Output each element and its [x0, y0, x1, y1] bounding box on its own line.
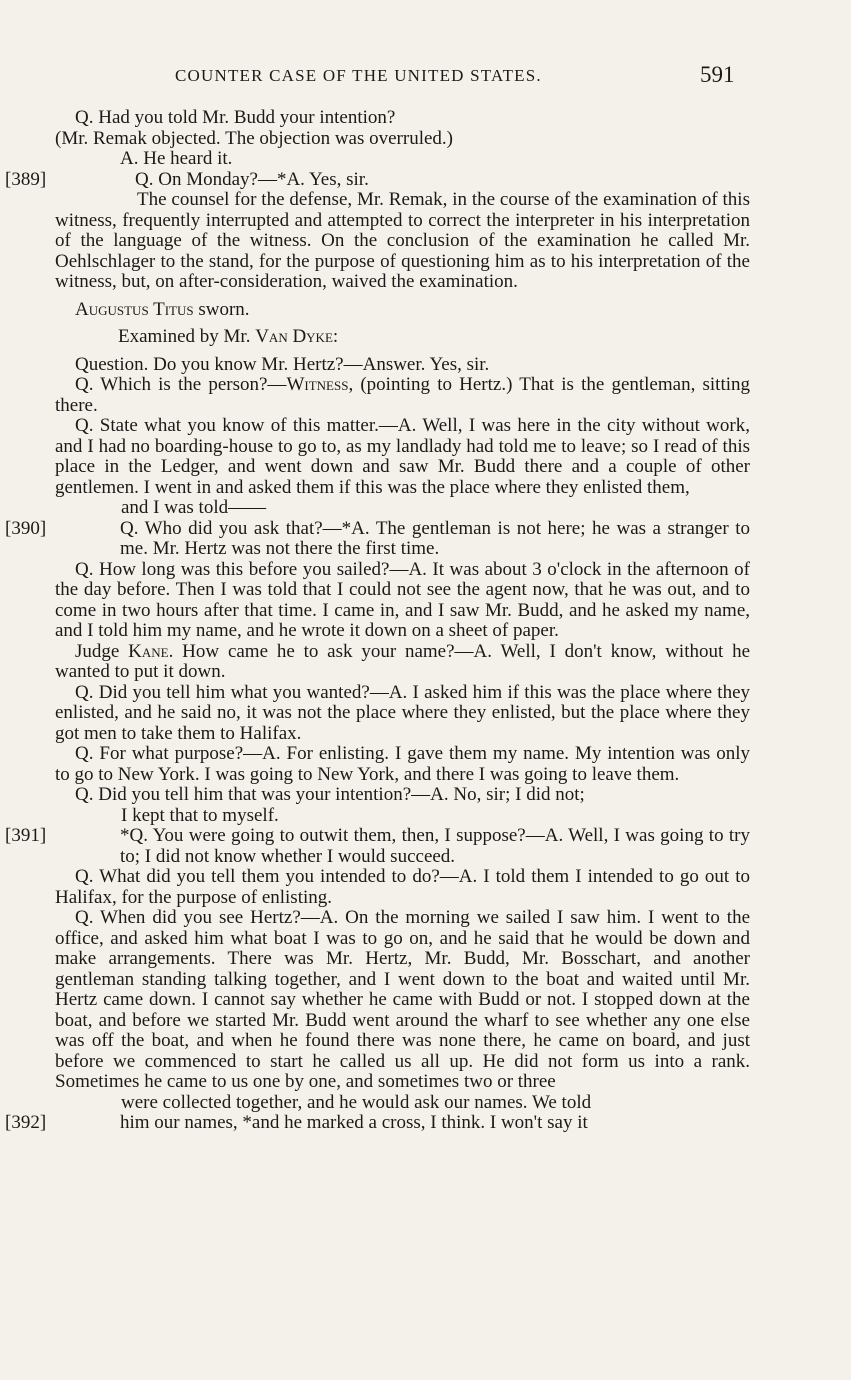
- paragraph: Q. Did you tell him what you wanted?—A. I asked him if this was the place where they enlisted, and he said no, it was not the place where they enlisted, but the place where they got men to take them to Halifax.: [55, 681, 750, 744]
- text-line: (Mr. Remak objected. The objection was overruled.): [55, 127, 453, 149]
- marked-paragraph: [5, 825, 750, 867]
- paragraph: Q. How long was this before you sailed?—A. It was about 3 o'clock in the afternoon of the day before. Then I was told that I could not see the agent now, that he was out, and to come in two hours after that time. I came in, and I saw Mr. Budd, and he asked my name, and I told him my name, and he wrote it down on a sheet of paper.: [55, 558, 750, 641]
- text-line: I kept that to myself.: [121, 804, 279, 826]
- text-line: him our names, *and he marked a cross, I think. I won't say it: [120, 1112, 588, 1133]
- witness-name: Augustus Titus: [75, 298, 194, 320]
- running-head: [0, 62, 851, 92]
- marked-line: [5, 168, 750, 191]
- text-line: were collected together, and he would ask our names. We told: [121, 1091, 592, 1113]
- paragraph: The counsel for the defense, Mr. Remak, in the course of the examination of this witness, frequently interrupted and attempted to correct the interpreter in his interpretation of the language of the witness. On the conclusion of the examination he called Mr. Oehlschlager to the stand, for the purpose of questioning him as to his interpretation of the witness, but, on after-consideration, waived the examination.: [55, 189, 750, 292]
- text-line: Q. On Monday?—*A. Yes, sir.: [135, 168, 369, 190]
- page-number: 591: [700, 62, 735, 87]
- text-line: A. He heard it.: [120, 148, 233, 169]
- margin-number: [392]: [5, 1112, 47, 1133]
- examiner-name: Van Dyke: [255, 326, 333, 347]
- qa-part: Q. Which is the person?—: [75, 374, 287, 395]
- paragraph: Q. When did you see Hertz?—A. On the morning we sailed I saw him. I went to the office, and asked him what boat I was to go on, and he said that he would be down and make arrangements. There was Mr. Hertz, Mr. Budd, Mr. Bosschart, and another gentleman standing talking together, and I went down to the boat and waited until Mr. Hertz came down. I cannot say whether he came with Budd or not. I stopped down at the boat, and before we started Mr. Budd went around the wharf to see whether any one else was off the boat, and when he found there was none there, he came on board, and just before we commenced to start he called us all up. He did not form us into a rank. Sometimes he came to us one by one, and sometimes two or three: [55, 907, 750, 1092]
- judge-name: Kane: [128, 640, 169, 662]
- witness-line: [55, 300, 750, 321]
- examined-line: [55, 327, 750, 348]
- qa-part: . How came he to ask your name?—A. Well, I don't know, without he wanted to put it down.: [55, 640, 750, 682]
- page-body: [5, 107, 751, 1134]
- margin-number: [391]: [5, 825, 47, 846]
- text-line: Question. Do you know Mr. Hertz?—Answer. Yes, sir.: [75, 353, 490, 375]
- text-line: *Q. You were going to outwit them, then, I suppose?—A. Well, I was going to try to; I did not know whether I would succeed.: [120, 825, 750, 867]
- qa-part: Judge: [75, 640, 129, 662]
- paragraph: Q. State what you know of this matter.—A. Well, I was here in the city without work, and I had no boarding-house to go to, as my landlady had told me to leave; so I read of this place in the Ledger, and went down and saw Mr. Budd there and a couple of other gentlemen. I went in and asked them if this was the place where they enlisted them,: [55, 415, 750, 498]
- margin-number: [389]: [5, 168, 47, 190]
- paragraph: [55, 375, 750, 416]
- text-line: Q. Did you tell him that was your intention?—A. No, sir; I did not;: [75, 784, 585, 805]
- marked-paragraph: [5, 517, 750, 560]
- exam-post: :: [332, 326, 339, 347]
- margin-number: [390]: [5, 517, 47, 539]
- text-line: and I was told——: [121, 497, 267, 518]
- paragraph: [55, 642, 750, 683]
- running-head-title: COUNTER CASE OF THE UNITED STATES.: [175, 66, 542, 85]
- paragraph: Q. What did you tell them you intended to do?—A. I told them I intended to go out to Halifax, for the purpose of enlisting.: [55, 866, 750, 908]
- marked-line: [5, 1112, 750, 1134]
- witness-sworn: sworn.: [193, 298, 250, 320]
- text-line: Q. Had you told Mr. Budd your intention?: [75, 107, 396, 128]
- qa-part: , (pointing to Hertz.) That is the gentleman, sitting there.: [55, 374, 751, 416]
- text-line: Q. Who did you ask that?—*A. The gentleman is not here; he was a stranger to me. Mr. Hertz was not there the first time.: [120, 517, 750, 559]
- paragraph: Q. For what purpose?—A. For enlisting. I gave them my name. My intention was only to go to New York. I was going to New York, and there I was going to leave them.: [55, 743, 750, 785]
- witness-label: Witness: [286, 374, 349, 395]
- exam-pre: Examined by Mr.: [118, 326, 256, 347]
